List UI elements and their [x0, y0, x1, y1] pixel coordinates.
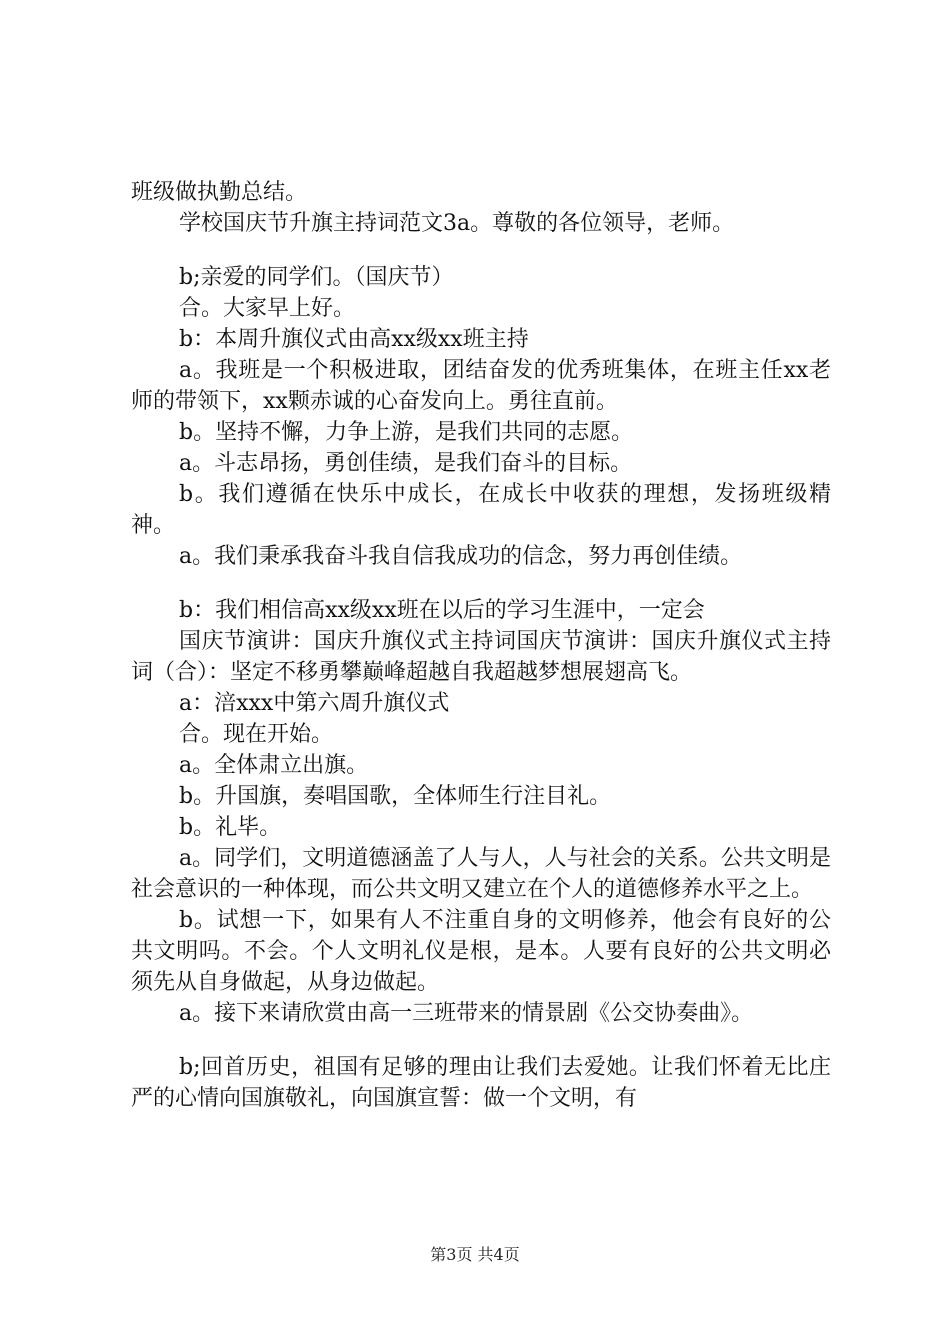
paragraph: a：涪xxx中第六周升旗仪式 — [179, 691, 450, 716]
paragraph: b;回首历史，祖国有足够的理由让我们去爱她。让我们怀着无比庄严的心情向国旗敬礼，向国旗宣誓：做一个文明，有 — [131, 1055, 831, 1111]
paragraph: 班级做执勤总结。 — [131, 180, 308, 205]
paragraph: b：本周升旗仪式由高xx级xx班主持 — [179, 327, 529, 352]
paragraph: a。我们秉承我奋斗我自信我成功的信念，努力再创佳绩。 — [179, 544, 743, 569]
page-number-label: 第3页 共4页 — [430, 1245, 520, 1264]
paragraph: b。坚持不懈，力争上游，是我们共同的志愿。 — [179, 420, 634, 445]
paragraph: b。我们遵循在快乐中成长，在成长中收获的理想，发扬班级精神。 — [131, 482, 831, 538]
paragraph: a。接下来请欣赏由高一三班带来的情景剧《公交协奏曲》。 — [179, 1001, 754, 1026]
paragraph: a。全体肃立出旗。 — [179, 753, 369, 778]
paragraph: b。升国旗，奏唱国歌，全体师生行注目礼。 — [179, 784, 612, 809]
paragraph: a。我班是一个积极进取，团结奋发的优秀班集体，在班主任xx老师的带领下，xx颗赤诚的心奋发向上。勇往直前。 — [131, 358, 831, 414]
paragraph: 合。大家早上好。 — [179, 296, 356, 321]
paragraph: b。礼毕。 — [179, 815, 282, 840]
paragraph: b;亲爱的同学们。（国庆节） — [179, 265, 454, 290]
paragraph: 国庆节演讲：国庆升旗仪式主持词国庆节演讲：国庆升旗仪式主持词（合）：坚定不移勇攀巅峰超越自我超越梦想展翅高飞。 — [131, 629, 831, 685]
document-body — [131, 177, 831, 1114]
paragraph: b：我们相信高xx级xx班在以后的学习生涯中，一定会 — [179, 598, 705, 623]
paragraph: a。同学们，文明道德涵盖了人与人，人与社会的关系。公共文明是社会意识的一种体现，而公共文明又建立在个人的道德修养水平之上。 — [131, 846, 831, 902]
paragraph: a。斗志昂扬，勇创佳绩，是我们奋斗的目标。 — [179, 451, 633, 476]
paragraph: 学校国庆节升旗主持词范文3a。尊敬的各位领导，老师。 — [179, 211, 735, 236]
paragraph: b。试想一下，如果有人不注重自身的文明修养，他会有良好的公共文明吗。不会。个人文明礼仪是根，是本。人要有良好的公共文明必须先从自身做起，从身边做起。 — [131, 908, 831, 995]
page-footer — [0, 1245, 950, 1265]
paragraph: 合。现在开始。 — [179, 722, 334, 747]
